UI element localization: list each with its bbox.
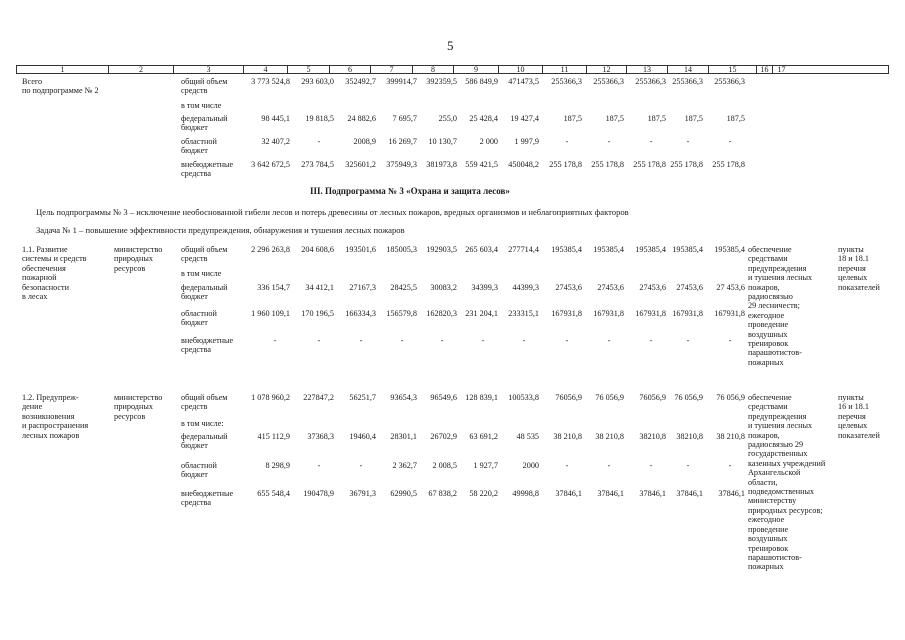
column-number-11: 11 bbox=[543, 66, 587, 73]
item-1-2-row-label: внебюджетные средства bbox=[181, 489, 234, 508]
item-1-1-row-3-col-4: 1 960 109,1 bbox=[251, 309, 290, 318]
item-1-1-row-0-col-4: 2 296 263,8 bbox=[251, 245, 290, 254]
column-number-1: 1 bbox=[17, 66, 109, 73]
item-1-2-row-3-col-12: - bbox=[607, 461, 611, 470]
item-1-2-row-0-col-4: 1 078 960,2 bbox=[251, 393, 290, 402]
item-1-2-row-2-col-4: 415 112,9 bbox=[257, 432, 290, 441]
item-1-2-row-3-col-10: 2000 bbox=[522, 461, 539, 470]
item-1-1-row-0-col-11: 195385,4 bbox=[551, 245, 582, 254]
total-title: Всего по подпрограмме № 2 bbox=[22, 77, 99, 96]
total-row-3-col-8: 10 130,7 bbox=[428, 137, 457, 146]
item-1-1-row-4-col-10: - bbox=[522, 336, 526, 345]
total-row-label: в том числе bbox=[181, 101, 222, 110]
item-1-1-row-0-col-7: 185005,3 bbox=[386, 245, 417, 254]
item-1-1-row-0-col-6: 193501,6 bbox=[345, 245, 376, 254]
column-number-2: 2 bbox=[109, 66, 174, 73]
item-1-1-row-3-col-6: 166334,3 bbox=[345, 309, 376, 318]
total-row-3-col-12: - bbox=[607, 137, 611, 146]
column-number-header bbox=[16, 65, 889, 74]
item-1-1-row-0-col-13: 195385,4 bbox=[635, 245, 666, 254]
item-1-2-row-0-col-13: 76056,9 bbox=[639, 393, 666, 402]
item-1-1-row-label: федеральный бюджет bbox=[181, 283, 228, 302]
total-row-3-col-4: 32 407,2 bbox=[261, 137, 290, 146]
item-1-2-row-4-col-5: 190478,9 bbox=[303, 489, 334, 498]
item-1-1-row-3-col-10: 233315,1 bbox=[508, 309, 539, 318]
item-1-1-row-label: в том числе bbox=[181, 269, 222, 278]
item-1-1-row-3-col-15: 167931,8 bbox=[714, 309, 745, 318]
item-1-2-row-0-col-12: 76 056,9 bbox=[595, 393, 624, 402]
item-1-2-row-4-col-13: 37846,1 bbox=[639, 489, 666, 498]
column-number-7: 7 bbox=[371, 66, 413, 73]
item-1-2-row-4-col-14: 37846,1 bbox=[676, 489, 703, 498]
column-number-5: 5 bbox=[288, 66, 330, 73]
item-1-1-row-2-col-5: 34 412,1 bbox=[305, 283, 334, 292]
item-1-2-row-4-col-7: 62990,5 bbox=[390, 489, 417, 498]
total-row-label: областной бюджет bbox=[181, 137, 217, 156]
total-row-2-col-4: 98 445,1 bbox=[261, 114, 290, 123]
total-row-4-col-4: 3 642 672,5 bbox=[251, 160, 290, 169]
column-number-17: 17 bbox=[777, 65, 786, 74]
column-number-16: 16 bbox=[757, 66, 773, 73]
item-1-2-row-3-col-4: 8 298,9 bbox=[265, 461, 290, 470]
column-number-14: 14 bbox=[668, 66, 709, 73]
total-row-4-col-15: 255 178,8 bbox=[712, 160, 745, 169]
total-row-0-col-13: 255366,3 bbox=[635, 77, 666, 86]
item-1-2-row-3-col-15: - bbox=[728, 461, 732, 470]
item-1-2-row-0-col-11: 76056,9 bbox=[555, 393, 582, 402]
item-1-2-row-4-col-6: 36791,3 bbox=[349, 489, 376, 498]
item-1-1-row-2-col-7: 28425,5 bbox=[390, 283, 417, 292]
column-number-12: 12 bbox=[587, 66, 627, 73]
column-number-10: 10 bbox=[499, 66, 543, 73]
total-row-4-col-6: 325601,2 bbox=[345, 160, 376, 169]
item-1-1-row-2-col-15: 27 453,6 bbox=[716, 283, 745, 292]
item-1-2-row-0-col-9: 128 839,1 bbox=[465, 393, 498, 402]
item-1-2-row-0-col-5: 227847,2 bbox=[303, 393, 334, 402]
item-1-2-row-2-col-7: 28301,1 bbox=[390, 432, 417, 441]
total-row-4-col-12: 255 178,8 bbox=[591, 160, 624, 169]
total-row-3-col-11: - bbox=[565, 137, 569, 146]
item-1-1-row-4-col-5: - bbox=[317, 336, 321, 345]
item-1-2-row-4-col-8: 67 838,2 bbox=[428, 489, 457, 498]
item-1-1-row-4-col-12: - bbox=[607, 336, 611, 345]
total-row-0-col-6: 352492,7 bbox=[345, 77, 376, 86]
total-row-3-col-14: - bbox=[686, 137, 690, 146]
item-1-2-row-0-col-14: 76 056,9 bbox=[674, 393, 703, 402]
item-1-1-row-4-col-7: - bbox=[400, 336, 404, 345]
item-1-1-row-2-col-4: 336 154,7 bbox=[257, 283, 290, 292]
item-1-1-row-2-col-12: 27453,6 bbox=[597, 283, 624, 292]
section-title: III. Подпрограмма № 3 «Охрана и защита лесов» bbox=[310, 186, 510, 196]
column-number-4: 4 bbox=[244, 66, 288, 73]
total-row-0-col-11: 255366,3 bbox=[551, 77, 582, 86]
item-1-2-row-4-col-11: 37846,1 bbox=[555, 489, 582, 498]
total-row-0-col-15: 255366,3 bbox=[714, 77, 745, 86]
item-1-1-row-4-col-13: - bbox=[649, 336, 653, 345]
item-1-2-row-2-col-5: 37368,3 bbox=[307, 432, 334, 441]
item-1-2-row-2-col-14: 38210,8 bbox=[676, 432, 703, 441]
total-row-3-col-10: 1 997,9 bbox=[514, 137, 539, 146]
total-row-3-col-5: - bbox=[317, 137, 321, 146]
item-1-2-row-4-col-4: 655 548,4 bbox=[257, 489, 290, 498]
total-row-label: федеральный бюджет bbox=[181, 114, 228, 133]
item-1-2-row-4-col-12: 37846,1 bbox=[597, 489, 624, 498]
column-number-15: 15 bbox=[709, 66, 757, 73]
item-1-1-row-3-col-12: 167931,8 bbox=[593, 309, 624, 318]
item-1-2-row-3-col-8: 2 008,5 bbox=[432, 461, 457, 470]
item-1-2-row-4-col-15: 37846,1 bbox=[718, 489, 745, 498]
item-1-1-row-2-col-6: 27167,3 bbox=[349, 283, 376, 292]
item-1-1-row-3-col-7: 156579,8 bbox=[386, 309, 417, 318]
item-1-2-row-label: в том числе: bbox=[181, 419, 224, 428]
total-row-0-col-5: 293 603,0 bbox=[301, 77, 334, 86]
item-1-2-row-label: общий объем средств bbox=[181, 393, 228, 412]
total-row-2-col-15: 187,5 bbox=[726, 114, 745, 123]
item-1-1-row-3-col-11: 167931,8 bbox=[551, 309, 582, 318]
item-1-2-name: 1.2. Предупреж- дение возникновения и распространения лесных пожаров bbox=[22, 393, 89, 440]
item-1-2-row-2-col-13: 38210,8 bbox=[639, 432, 666, 441]
total-row-2-col-12: 187,5 bbox=[605, 114, 624, 123]
total-row-label: общий объем средств bbox=[181, 77, 228, 96]
item-1-1-executor: министерство природных ресурсов bbox=[114, 245, 163, 273]
item-1-2-row-2-col-10: 48 535 bbox=[516, 432, 539, 441]
program-task: Задача № 1 – повышение эффективности предупреждения, обнаружения и тушения лесных пожаров bbox=[36, 225, 405, 235]
item-1-1-row-label: областной бюджет bbox=[181, 309, 217, 328]
item-1-1-row-2-col-9: 34399,3 bbox=[471, 283, 498, 292]
total-row-0-col-14: 255366,3 bbox=[672, 77, 703, 86]
total-row-3-col-13: - bbox=[649, 137, 653, 146]
column-number-13: 13 bbox=[627, 66, 668, 73]
total-row-label: внебюджетные средства bbox=[181, 160, 234, 179]
item-1-1-row-4-col-9: - bbox=[481, 336, 485, 345]
item-1-1-row-0-col-10: 277714,4 bbox=[508, 245, 539, 254]
item-1-2-row-4-col-10: 49998,8 bbox=[512, 489, 539, 498]
item-1-1-row-2-col-14: 27453,6 bbox=[676, 283, 703, 292]
total-row-3-col-6: 2008,9 bbox=[353, 137, 376, 146]
item-1-1-row-3-col-5: 170 196,5 bbox=[301, 309, 334, 318]
item-1-1-row-4-col-6: - bbox=[359, 336, 363, 345]
total-row-2-col-6: 24 882,6 bbox=[347, 114, 376, 123]
item-1-1-row-2-col-8: 30083,2 bbox=[430, 283, 457, 292]
item-1-2-row-0-col-10: 100533,8 bbox=[508, 393, 539, 402]
item-1-1-row-0-col-14: 195385,4 bbox=[672, 245, 703, 254]
total-row-0-col-9: 586 849,9 bbox=[465, 77, 498, 86]
item-1-1-row-0-col-8: 192903,5 bbox=[426, 245, 457, 254]
item-1-1-name: 1.1. Развитие системы и средств обеспечения пожарной безопасности в лесах bbox=[22, 245, 87, 302]
total-row-2-col-8: 255,0 bbox=[438, 114, 457, 123]
item-1-1-row-3-col-13: 167931,8 bbox=[635, 309, 666, 318]
total-row-0-col-4: 3 773 524,8 bbox=[251, 77, 290, 86]
item-1-1-row-2-col-11: 27453,6 bbox=[555, 283, 582, 292]
program-goal: Цель подпрограммы № 3 – исключение необоснованной гибели лесов и потерь древесины от лесных пожаров, вредных организмов и неблагоприятных факторов bbox=[36, 207, 629, 217]
item-1-2-executor: министерство природных ресурсов bbox=[114, 393, 163, 421]
item-1-2-row-3-col-14: - bbox=[686, 461, 690, 470]
item-1-1-row-2-col-10: 44399,3 bbox=[512, 283, 539, 292]
item-1-2-row-2-col-8: 26702,9 bbox=[430, 432, 457, 441]
total-row-3-col-7: 16 269,7 bbox=[388, 137, 417, 146]
item-1-2-row-3-col-7: 2 362,7 bbox=[392, 461, 417, 470]
item-1-2-row-3-col-6: - bbox=[359, 461, 363, 470]
total-row-0-col-12: 255366,3 bbox=[593, 77, 624, 86]
total-row-4-col-14: 255 178,8 bbox=[670, 160, 703, 169]
item-1-2-row-2-col-6: 19460,4 bbox=[349, 432, 376, 441]
item-1-2-row-2-col-11: 38 210,8 bbox=[553, 432, 582, 441]
item-1-1-result: обеспечение средствами предупреждения и тушения лесных пожаров, радиосвязью 29 лесничеств; ежегодное проведение воздушных тренировок парашютистов- пожарных bbox=[748, 245, 813, 367]
item-1-2-row-3-col-13: - bbox=[649, 461, 653, 470]
total-row-4-col-13: 255 178,8 bbox=[633, 160, 666, 169]
total-row-4-col-9: 559 421,5 bbox=[465, 160, 498, 169]
item-1-2-indicators: пункты 16 и 18.1 перечня целевых показателей bbox=[838, 393, 880, 440]
item-1-1-row-2-col-13: 27453,6 bbox=[639, 283, 666, 292]
item-1-2-row-0-col-8: 96549,6 bbox=[430, 393, 457, 402]
total-row-2-col-7: 7 695,7 bbox=[392, 114, 417, 123]
total-row-2-col-5: 19 818,5 bbox=[305, 114, 334, 123]
item-1-2-row-0-col-6: 56251,7 bbox=[349, 393, 376, 402]
item-1-1-row-0-col-12: 195385,4 bbox=[593, 245, 624, 254]
total-row-0-col-8: 392359,5 bbox=[426, 77, 457, 86]
item-1-1-row-label: общий объем средств bbox=[181, 245, 228, 264]
total-row-2-col-11: 187,5 bbox=[563, 114, 582, 123]
item-1-2-row-3-col-9: 1 927,7 bbox=[473, 461, 498, 470]
item-1-2-row-3-col-11: - bbox=[565, 461, 569, 470]
item-1-2-row-2-col-15: 38 210,8 bbox=[716, 432, 745, 441]
column-number-6: 6 bbox=[330, 66, 371, 73]
item-1-1-row-4-col-8: - bbox=[440, 336, 444, 345]
total-row-4-col-8: 381973,8 bbox=[426, 160, 457, 169]
item-1-1-row-3-col-9: 231 204,1 bbox=[465, 309, 498, 318]
item-1-1-row-3-col-14: 167931,8 bbox=[672, 309, 703, 318]
item-1-1-row-3-col-8: 162820,3 bbox=[426, 309, 457, 318]
total-row-2-col-14: 187,5 bbox=[684, 114, 703, 123]
item-1-2-row-3-col-5: - bbox=[317, 461, 321, 470]
column-number-9: 9 bbox=[454, 66, 499, 73]
column-number-3: 3 bbox=[174, 66, 244, 73]
item-1-1-row-4-col-14: - bbox=[686, 336, 690, 345]
page-number: 5 bbox=[447, 38, 454, 53]
total-row-2-col-13: 187,5 bbox=[647, 114, 666, 123]
item-1-2-row-label: федеральный бюджет bbox=[181, 432, 228, 451]
total-row-3-col-9: 2 000 bbox=[479, 137, 498, 146]
item-1-2-row-4-col-9: 58 220,2 bbox=[469, 489, 498, 498]
item-1-2-row-0-col-7: 93654,3 bbox=[390, 393, 417, 402]
item-1-1-indicators: пункты 18 и 18.1 перечня целевых показателей bbox=[838, 245, 880, 292]
total-row-2-col-10: 19 427,4 bbox=[510, 114, 539, 123]
total-row-4-col-10: 450048,2 bbox=[508, 160, 539, 169]
item-1-1-row-label: внебюджетные средства bbox=[181, 336, 234, 355]
total-row-2-col-9: 25 428,4 bbox=[469, 114, 498, 123]
item-1-2-row-2-col-9: 63 691,2 bbox=[469, 432, 498, 441]
total-row-3-col-15: - bbox=[728, 137, 732, 146]
item-1-1-row-4-col-11: - bbox=[565, 336, 569, 345]
total-row-4-col-5: 273 784,5 bbox=[301, 160, 334, 169]
item-1-1-row-0-col-15: 195385,4 bbox=[714, 245, 745, 254]
column-number-8: 8 bbox=[413, 66, 454, 73]
item-1-2-row-label: областной бюджет bbox=[181, 461, 217, 480]
item-1-1-row-0-col-5: 204 608,6 bbox=[301, 245, 334, 254]
item-1-2-result: обеспечение средствами предупреждения и тушения лесных пожаров, радиосвязью 29 государственных казенных учреждений Архангельской области, подведомственных министерству природных ресурсов; ежегодное проведение воздушных тренировок парашютистов- пожарных bbox=[748, 393, 826, 572]
item-1-1-row-4-col-4: - bbox=[273, 336, 277, 345]
total-row-4-col-7: 375949,3 bbox=[386, 160, 417, 169]
item-1-2-row-0-col-15: 76 056,9 bbox=[716, 393, 745, 402]
total-row-0-col-10: 471473,5 bbox=[508, 77, 539, 86]
item-1-1-row-4-col-15: - bbox=[728, 336, 732, 345]
total-row-0-col-7: 399914,7 bbox=[386, 77, 417, 86]
item-1-2-row-2-col-12: 38 210,8 bbox=[595, 432, 624, 441]
total-row-4-col-11: 255 178,8 bbox=[549, 160, 582, 169]
item-1-1-row-0-col-9: 265 603,4 bbox=[465, 245, 498, 254]
